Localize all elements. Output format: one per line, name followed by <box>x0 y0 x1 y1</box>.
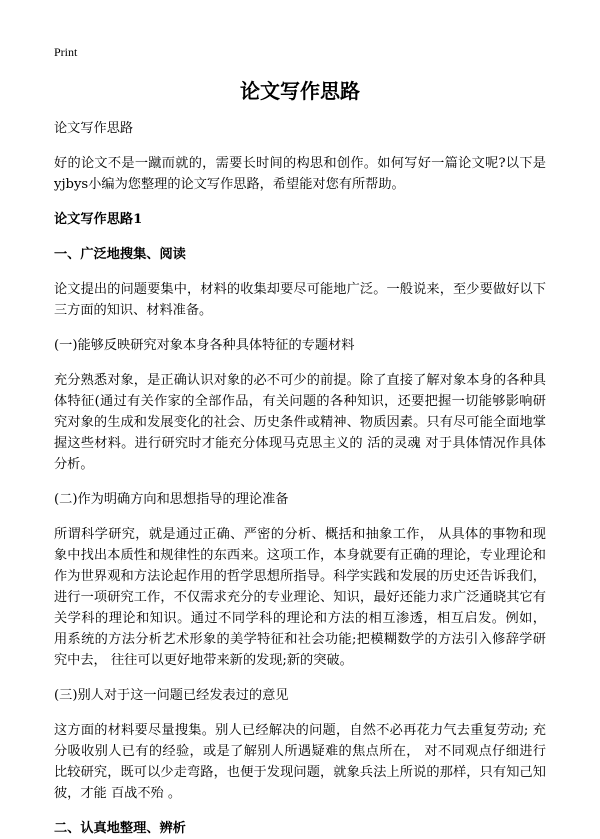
subsection-heading-2: 二、认真地整理、辨析 <box>54 821 186 836</box>
point-heading-3: (三)别人对于这一问题已经发表过的意见 <box>54 688 289 703</box>
document-body <box>54 118 546 839</box>
paragraph-others: 这方面的材料要尽量搜集。别人已经解决的问题，自然不必再花力气去重复劳动; 充分吸收别人已有的经验，或是了解别人所遇疑难的焦点所在， 对不同观点仔细进行比较研究，既可以少走弯路，也便于发现问题，就象兵法上所说的那样，只有知己知彼，才能 百战不殆 。 <box>54 723 546 801</box>
point-heading-2: (二)作为明确方向和思想指导的理论准备 <box>54 492 289 507</box>
paragraph-familiar: 充分熟悉对象，是正确认识对象的必不可少的前提。除了直接了解对象本身的各种具体特征(通过有关作家的全部作品，有关问题的各种知识，还要把握一切能够影响研究对象的生成和发展变化的社会、历史条件或精神、物质因素。只有尽可能全面地掌握这些材料。进行研究时才能充分体现马克思主义的 活的灵魂 对于具体情况作具体分析。 <box>54 373 546 472</box>
paragraph-intro-label: 论文写作思路 <box>54 121 134 136</box>
paragraph-intro: 好的论文不是一蹴而就的，需要长时间的构思和创作。如何写好一篇论文呢?以下是yjbys小编为您整理的论文写作思路，希望能对您有所帮助。 <box>54 156 546 192</box>
paragraph-collect: 论文提出的问题要集中，材料的收集却要尽可能地广泛。一般说来，至少要做好以下三方面的知识、材料准备。 <box>54 282 546 318</box>
paragraph-research: 所谓科学研究，就是通过正确、严密的分析、概括和抽象工作， 从具体的事物和现象中找出本质性和规律性的东西来。这项工作，本身就要有正确的理论，专业理论和作为世界观和方法论起作用的哲学思想所指导。科学实践和发展的历史还告诉我们，进行一项研究工作，不仅需求充分的专业理论、知识，最好还能力求广泛通晓其它有关学科的理论和知识。通过不同学科的理论和方法的相互渗透，相互启发。例如， 用系统的方法分析艺术形象的美学特征和社会功能;把模糊数学的方法引入修辞学研究中去， 往往可以更好地带来新的发现;新的突破。 <box>54 527 546 668</box>
print-link[interactable]: Print <box>54 45 78 59</box>
point-heading-1: (一)能够反映研究对象本身各种具体特征的专题材料 <box>54 338 355 353</box>
subsection-heading-1: 一、广泛地搜集、阅读 <box>54 247 186 262</box>
page-title: 论文写作思路 <box>240 79 360 103</box>
section-heading-1: 论文写作思路1 <box>54 212 143 227</box>
